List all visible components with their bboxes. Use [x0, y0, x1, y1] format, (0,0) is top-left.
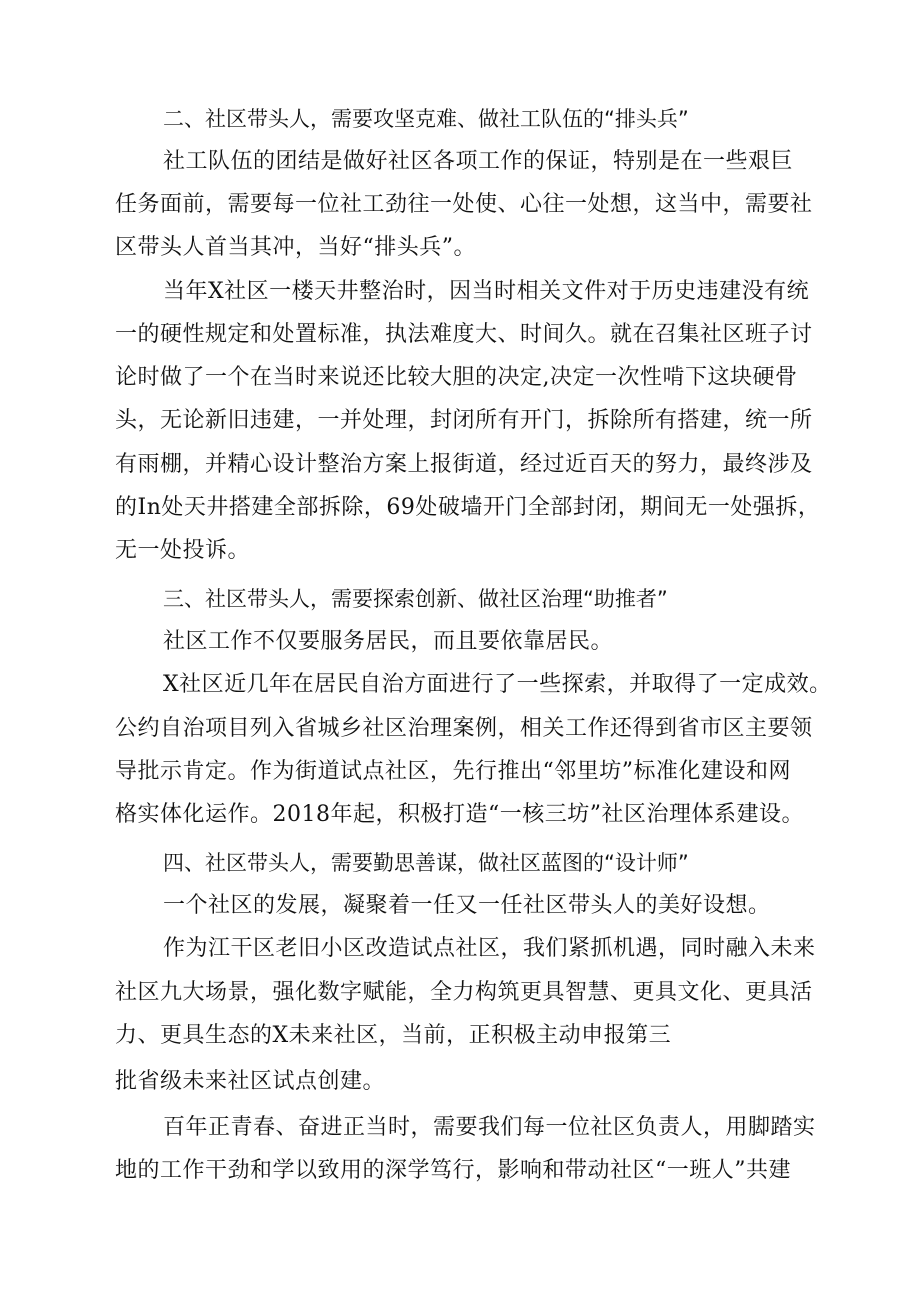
text-line: 一的硬性规定和处置标准，执法难度大、时间久。就在召集社区班子讨 [115, 322, 813, 347]
text-line: 社区工作不仅要服务居民，而且要依靠居民。 [163, 629, 614, 654]
text-line: X社区近几年在居民自治方面进行了一些探索，并取得了一定成效。 [163, 672, 832, 697]
text-line: 当年X社区一楼天井整治时，因当时相关文件对于历史违建没有统 [163, 279, 810, 304]
text-line: 头，无论新旧违建，一并处理，封闭所有开门，拆除所有搭建，统一所 [115, 408, 813, 433]
text-line: 公约自治项目列入省城乡社区治理案例，相关工作还得到省市区主要领 [115, 716, 813, 741]
text-line: 区带头人首当其冲，当好“排头兵”。 [115, 235, 476, 260]
text-line: 百年正青春、奋进正当时，需要我们每一位社区负责人，用脚踏实 [163, 1115, 816, 1140]
text-line: 社工队伍的团结是做好社区各项工作的保证，特别是在一些艰巨 [163, 149, 794, 174]
section-heading-4: 四、社区带头人，需要勤思善谋，做社区蓝图的“设计师” [163, 851, 689, 875]
text-line: 作为江干区老旧小区改造试点社区，我们紧抓机遇，同时融入未来 [163, 936, 816, 961]
section-heading-2: 二、社区带头人，需要攻坚克难、做社工队伍的“排头兵” [163, 107, 689, 131]
text-line: 一个社区的发展，凝聚着一任又一任社区带头人的美好设想。 [163, 893, 771, 918]
text-line: 格实体化运作。2018年起，积极打造“一核三坊”社区治理体系建设。 [115, 802, 804, 827]
section-heading-3: 三、社区带头人，需要探索创新、做社区治理“助推者” [163, 587, 668, 611]
text-line: 力、更具生态的X未来社区，当前，正积极主动申报第三 [115, 1023, 672, 1048]
text-line: 论时做了一个在当时来说还比较大胆的决定,决定一次性啃下这块硬骨 [115, 365, 798, 390]
text-line: 任务面前，需要每一位社工劲往一处使、心往一处想，这当中，需要社 [115, 192, 813, 217]
text-line: 批省级未来社区试点创建。 [115, 1069, 386, 1094]
text-line: 有雨棚，并精心设计整治方案上报街道，经过近百天的努力，最终涉及 [115, 452, 813, 477]
text-line: 的In处天井搭建全部拆除，69处破墙开门全部封闭，期间无一处强拆， [115, 495, 821, 520]
text-line: 地的工作干劲和学以致用的深学笃行，影响和带动社区“一班人”共建 [115, 1158, 791, 1183]
text-line: 导批示肯定。作为街道试点社区，先行推出“邻里坊”标准化建设和网 [115, 759, 791, 784]
text-line: 社区九大场景，强化数字赋能，全力构筑更具智慧、更具文化、更具活 [115, 980, 813, 1005]
text-line: 无一处投诉。 [115, 538, 251, 563]
